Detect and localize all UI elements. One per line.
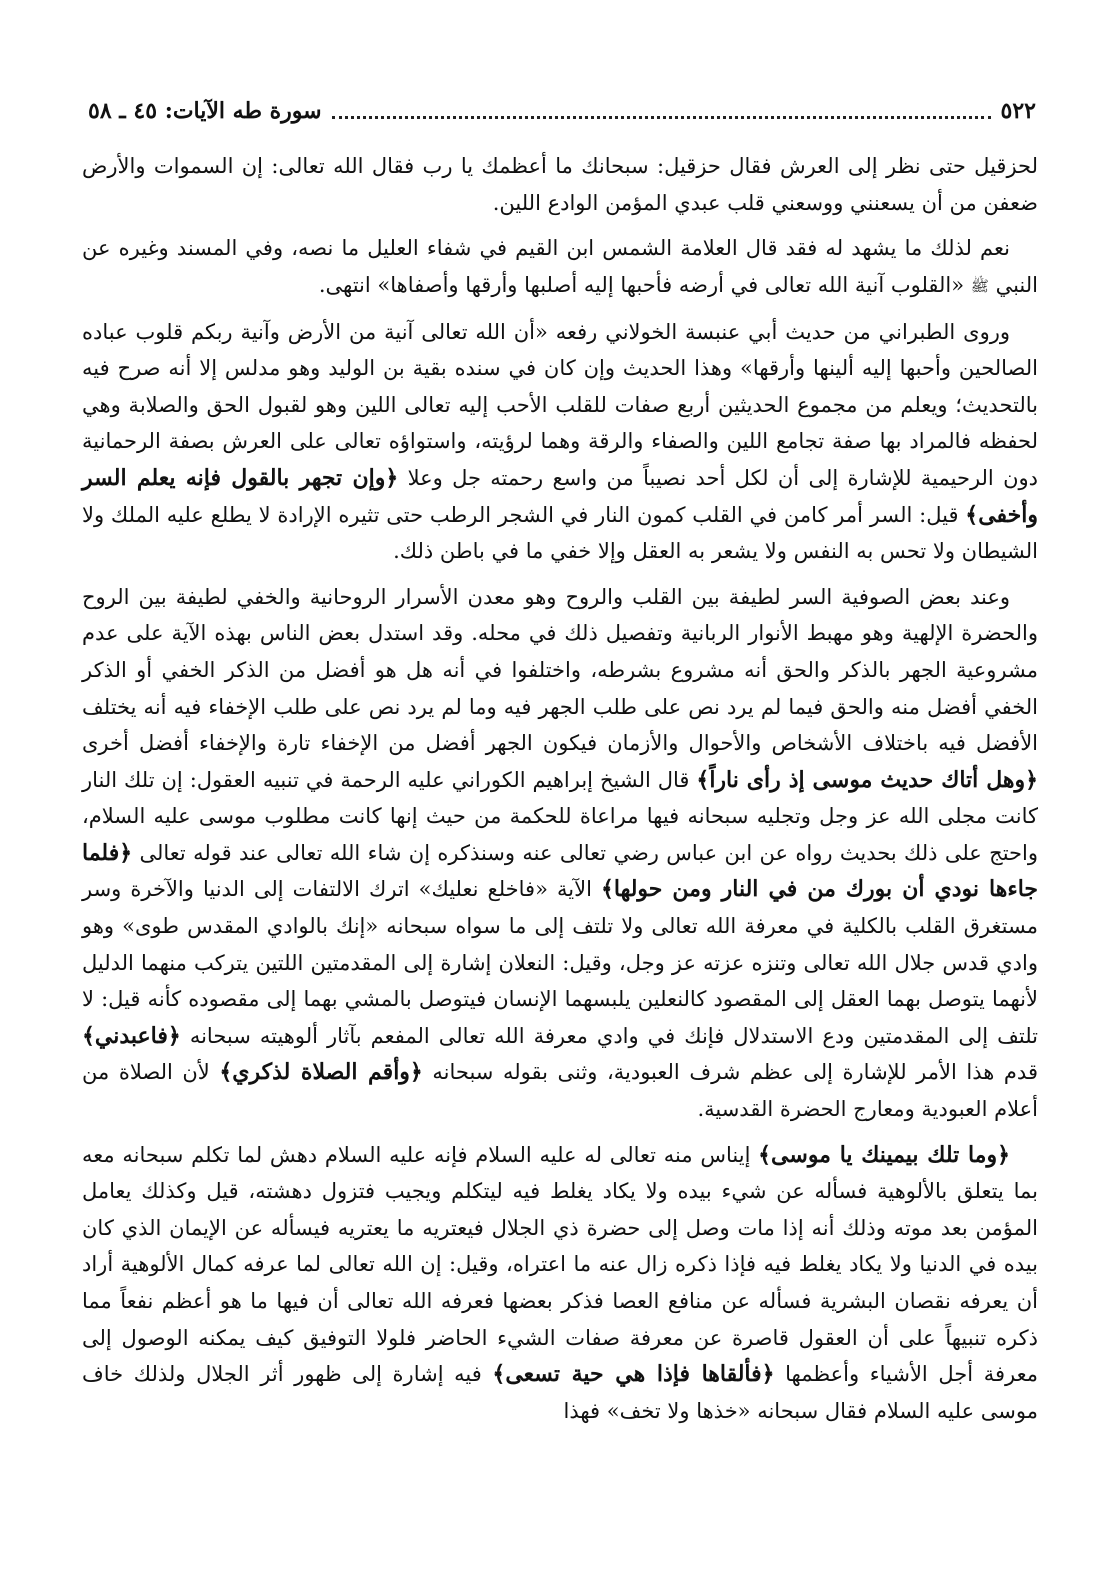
text-segment: لحزقيل حتى نظر إلى العرش فقال حزقيل: سبحانك ما أعظمك يا رب فقال الله تعالى: إن السموات والأرض ضعفن من أن يسعنني ووسعني قلب عبدي المؤمن الوادع اللين. xyxy=(82,154,1038,215)
text-segment: «القلوب آنية الله تعالى في أرضه فأحبها إليه أصلبها وأرقها وأصفاها» انتهى. xyxy=(318,272,971,297)
text-segment: نعم لذلك ما يشهد له فقد قال العلامة الشمس ابن القيم في شفاء العليل ما نصه، وفي المسند وغيره عن النبي xyxy=(82,236,1038,297)
running-title: سورة طه الآيات: ٤٥ ـ ٥٨ xyxy=(88,98,322,124)
text-segment: الآية «فاخلع نعليك» اترك الالتفات إلى الدنيا والآخرة وسر مستغرق القلب بالكلية في معرفة الله تعالى ولا تلتف إلى ما سواه سبحانه «إنك بالوادي المقدس طوى» وهو وادي قدس جلال الله تعالى وتنزه عزته عز وجل، وقيل: النعلان إشارة إلى المقدمتين اللتين يتركب منهما الدليل لأنهما يتوصل بهما العقل إلى المقصود كالنعلين يلبسهما الإنسان فيتوصل بالمشي بهما إلى مقصوده كأنه قيل: لا تلتف إلى المقدمتين ودع الاستدلال فإنك في وادي معرفة الله تعالى المفعم بآثار ألوهيته سبحانه xyxy=(82,877,1038,1048)
paragraph xyxy=(82,148,1038,221)
quran-verse: ﴿وإن تجهر بالقول فإنه يعلم السر وأخفى﴾ xyxy=(82,464,1038,528)
text-segment: لأن الصلاة من أعلام العبودية ومعارج الحضرة القدسية. xyxy=(82,1060,1038,1122)
page-number: ٥٢٢ xyxy=(1000,98,1036,124)
text-segment: قيل: السر أمر كامن في القلب كمون النار في الشجر الرطب حتى تثيره الإرادة لا يطلع عليه الملك ولا الشيطان ولا تحس به النفس ولا يشعر به العقل وإلا خفي ما في باطن ذلك. xyxy=(82,502,1038,564)
honorific-glyph: ﷺ xyxy=(970,276,989,295)
quran-verse: ﴿فلما جاءها نودي أن بورك من في النار ومن حولها﴾ xyxy=(82,839,1039,903)
page-header xyxy=(88,94,1036,128)
quran-verse: ﴿وهل أتاك حديث موسى إذ رأى ناراً﴾ xyxy=(696,766,1038,793)
text-segment: وروى الطبراني من حديث أبي عنبسة الخولاني رفعه «أن الله تعالى آنية من الأرض وآنية ربكم قلوب عباده الصالحين وأحبها إليه ألينها وأرقها» وهذا الحديث وإن كان في سنده بقية بن الوليد وهو مدلس إلا أنه صرح فيه بالتحديث؛ ويعلم من مجموع الحديثين أربع صفات للقلب الأحب إليه تعالى اللين وهو لقبول الحق والصلابة وهي لحفظه فالمراد بها صفة تجامع اللين والصفاء والرقة وهما لرؤيته، واستواؤه تعالى على العرش بصفة الرحمانية دون الرحيمية للإشارة إلى أن لكل أحد نصيباً من واسع رحمته جل وعلا xyxy=(82,319,1038,490)
header-dotted-leader xyxy=(332,116,991,119)
text-segment: إيناس منه تعالى له عليه السلام فإنه عليه السلام دهش لما تكلم سبحانه معه بما يتعلق بالألوهية فسأله عن شيء بيده ولا يكاد يغلط فيه ليتكلم ويجيب فتزول دهشته، قيل وكذلك يعامل المؤمن بعد موته وذلك أنه إذا مات وصل إلى حضرة ذي الجلال فيعتريه ما يعتريه فيسأله عن الإيمان الذي كان بيده في الدنيا ولا يكاد يغلط فيه فإذا ذكره زال عنه ما اعتراه، وقيل: إن الله تعالى لما عرفه كمال الألوهية أراد أن يعرفه نقصان البشرية فسأله عن منافع العصا فذكر بعضها فعرفه الله تعالى أن فيها ما هو أعظم نفعاً مما ذكره تنبيهاً على أن العقول قاصرة عن معرفة صفات الشيء الحاضر فلولا التوفيق كيف يمكنه الوصول إلى معرفة أجل الأشياء وأعظمها xyxy=(82,1142,1039,1387)
quran-verse: ﴿فاعبدني﴾ xyxy=(82,1022,181,1049)
paragraph xyxy=(82,230,1038,304)
text-segment: وعند بعض الصوفية السر لطيفة بين القلب والروح وهو معدن الأسرار الروحانية والخفي لطيفة بين الروح والحضرة الإلهية وهو مهبط الأنوار الربانية وتفصيل ذلك في محله. وقد استدل بعض الناس بهذه الآية على عدم مشروعية الجهر بالذكر والحق أنه مشروع بشرطه، واختلفوا في أنه هل هو أفضل من الذكر الخفي أو الذكر الخفي أفضل منه والحق فيما لم يرد نص على طلب الجهر فيه وما لم يرد نص على طلب الإخفاء فيه أنه يختلف الأفضل فيه باختلاف الأشخاص والأحوال والأزمان فيكون الجهر أفضل من الإخفاء تارة والإخفاء أفضل أخرى xyxy=(82,584,1038,756)
quran-verse: ﴿وأقم الصلاة لذكري﴾ xyxy=(219,1059,423,1086)
body-text xyxy=(82,148,1038,1438)
text-segment: فيه إشارة إلى ظهور أثر الجلال ولذلك خاف موسى عليه السلام فقال سبحانه «خذها ولا تخف» فهذا xyxy=(82,1362,1038,1423)
paragraph xyxy=(82,579,1038,1128)
text-segment: قال الشيخ إبراهيم الكوراني عليه الرحمة في تنبيه العقول: إن تلك النار كانت مجلى الله عز وجل وتجليه سبحانه فيها مراعاة للحكمة من حيث إنها كانت مطلوب موسى عليه السلام، واحتج على ذلك بحديث رواه عن ابن عباس رضي تعالى عنه وسنذكره إن شاء الله تعالى عند قوله تعالى xyxy=(82,767,1038,865)
text-segment: قدم هذا الأمر للإشارة إلى عظم شرف العبودية، وثنى بقوله سبحانه xyxy=(422,1060,1038,1085)
paragraph xyxy=(82,314,1038,570)
quran-verse: ﴿فألقاها فإذا هي حية تسعى﴾ xyxy=(492,1361,775,1388)
quran-verse: ﴿وما تلك بيمينك يا موسى﴾ xyxy=(758,1141,1010,1168)
paragraph xyxy=(82,1137,1038,1430)
